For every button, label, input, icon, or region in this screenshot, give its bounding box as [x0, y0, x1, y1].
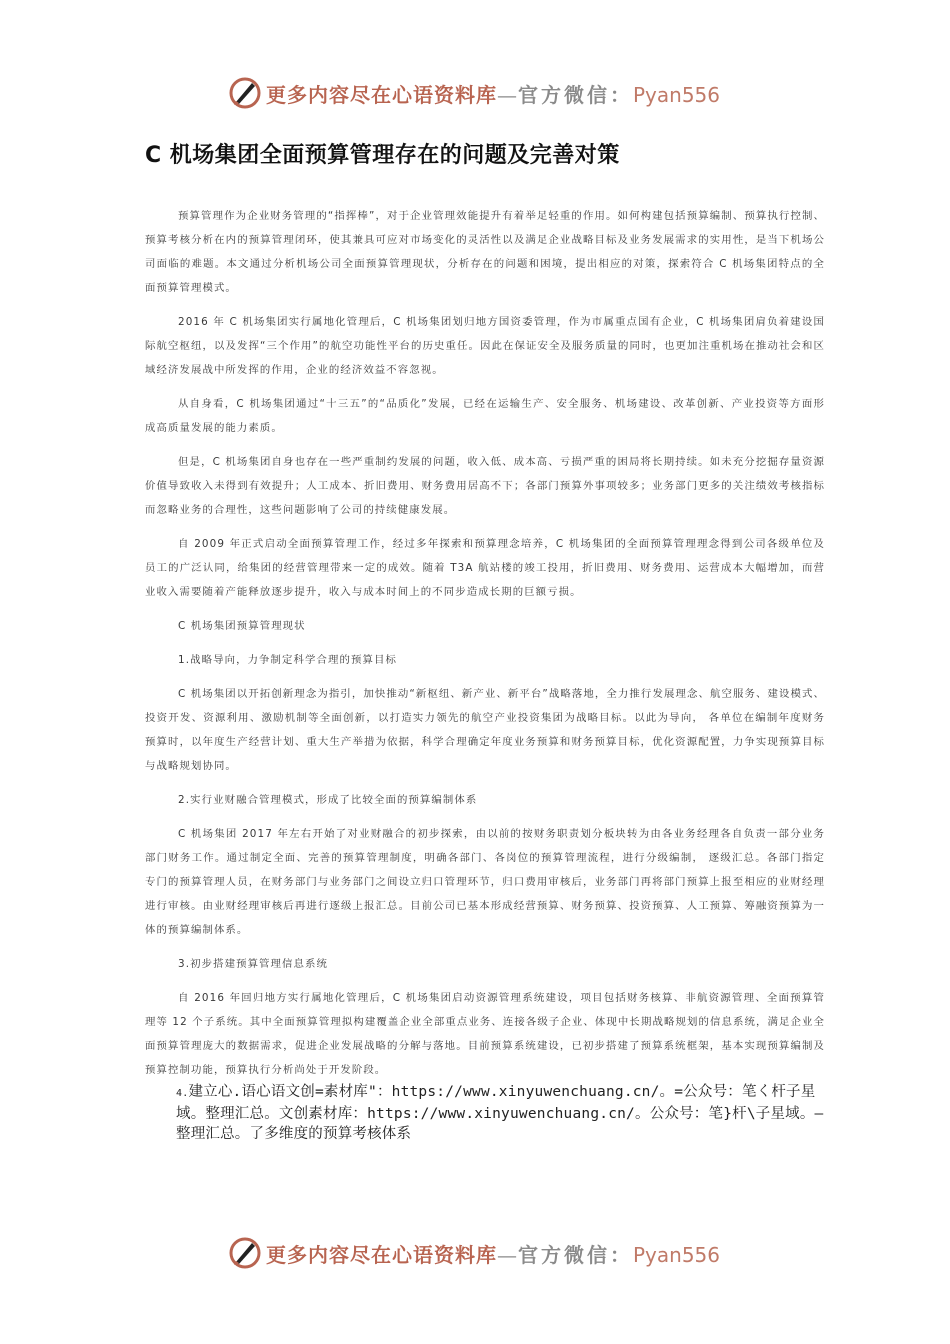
section-heading: C 机场集团预算管理现状	[178, 620, 306, 632]
banner-wechat-id: Pyan556	[633, 1242, 721, 1267]
document-body	[145, 204, 825, 1092]
subsection-heading: 3.初步搭建预算管理信息系统	[178, 958, 328, 970]
quill-logo-icon	[228, 1236, 262, 1270]
paragraph: C 机场集团 2017 年左右开始了对业财融合的初步探索，由以前的按财务职责划分板块转为由各业务经理各自负责一部分业务部门财务工作。通过制定全面、完善的预算管理制度，明确各部门、各岗位的预算管理流程，进行分级编制， 逐级汇总。各部门指定专门的预算管理人员，在财务部门与业务部门之间设立归口管理环节，归口费用审核后，业务部门再将部门预算上报至相应的业财经理进行审核。由业财经理审核后再进行逐级上报汇总。目前公司已基本形成经营预算、财务预算、投资预算、人工预算、筹融资预算为一体的预算编制体系。	[145, 828, 825, 936]
banner-separator: —	[497, 82, 518, 107]
document-title: C 机场集团全面预算管理存在的问题及完善对策	[145, 143, 620, 168]
subsection-heading: 2.实行业财融合管理模式，形成了比较全面的预算编制体系	[178, 794, 478, 806]
final-list-item	[176, 1082, 826, 1144]
banner-main-text: 更多内容尽在心语资料库	[266, 82, 497, 107]
banner-label: 官方微信：	[518, 1242, 633, 1267]
banner-text	[266, 1239, 720, 1268]
final-item-text: 建立心.语心语文创=素材库"：https://www.xinyuwenchuang.cn/。=公众号：笔く杆子星域。整理汇总。文创素材库：https://www.xinyuwenchuang.cn/。公众号：笔}杆\子星域。—整理汇总。了多维度的预算考核体系	[176, 1084, 824, 1142]
paragraph: C 机场集团以开拓创新理念为指引，加快推动“新枢纽、新产业、新平台”战略落地，全力推行发展理念、航空服务、建设模式、投资开发、资源利用、激励机制等全面创新，以打造实力领先的航空产业投资集团为战略目标。以此为导向， 各单位在编制年度财务预算时，以年度生产经营计划、重大生产举措为依据，科学合理确定年度业务预算和财务预算目标，优化资源配置，力争实现预算目标与战略规划协同。	[145, 688, 825, 772]
final-item-number: 4.	[176, 1088, 189, 1099]
banner-label: 官方微信：	[518, 82, 633, 107]
paragraph: 自 2009 年正式启动全面预算管理工作，经过多年探索和预算理念培养，C 机场集团的全面预算管理理念得到公司各级单位及员工的广泛认同，给集团的经营管理带来一定的成效。随着 T3A 航站楼的竣工投用，折旧费用、财务费用、运营成本大幅增加，而营业收入需要随着产能释放逐步提升，收入与成本时间上的不同步造成长期的巨额亏损。	[145, 538, 825, 598]
banner-main-text: 更多内容尽在心语资料库	[266, 1242, 497, 1267]
header-banner	[228, 76, 788, 110]
paragraph: 自 2016 年回归地方实行属地化管理后，C 机场集团启动资源管理系统建设，项目包括财务核算、非航资源管理、全面预算管理等 12 个子系统。其中全面预算管理拟构建覆盖企业全部重点业务、连接各级子企业、体现中长期战略规划的信息系统，满足企业全面预算管理庞大的数据需求，促进企业发展战略的分解与落地。目前预算系统建设，已初步搭建了预算系统框架，基本实现预算编制及预算控制功能，预算执行分析尚处于开发阶段。	[145, 992, 825, 1076]
paragraph: 预算管理作为企业财务管理的“指挥棒”，对于企业管理效能提升有着举足轻重的作用。如何构建包括预算编制、预算执行控制、预算考核分析在内的预算管理闭环，使其兼具可应对市场变化的灵活性以及满足企业战略目标及业务发展需求的实用性，是当下机场公司面临的难题。本文通过分析机场公司全面预算管理现状，分析存在的问题和困境，提出相应的对策，探索符合 C 机场集团特点的全面预算管理模式。	[145, 210, 825, 294]
paragraph: 从自身看，C 机场集团通过“十三五”的“品质化”发展，已经在运输生产、安全服务、机场建设、改革创新、产业投资等方面形成高质量发展的能力素质。	[145, 398, 825, 434]
subsection-heading: 1.战略导向，力争制定科学合理的预算目标	[178, 654, 397, 666]
banner-separator: —	[497, 1242, 518, 1267]
footer-banner	[228, 1236, 788, 1270]
paragraph: 但是，C 机场集团自身也存在一些严重制约发展的问题，收入低、成本高、亏损严重的困局将长期持续。如未充分挖掘存量资源价值导致收入未得到有效提升；人工成本、折旧费用、财务费用居高不下；各部门预算外事项较多；业务部门更多的关注绩效考核指标而忽略业务的合理性，这些问题影响了公司的持续健康发展。	[145, 456, 825, 516]
banner-wechat-id: Pyan556	[633, 82, 721, 107]
quill-logo-icon	[228, 76, 262, 110]
banner-text	[266, 79, 720, 108]
paragraph: 2016 年 C 机场集团实行属地化管理后，C 机场集团划归地方国资委管理，作为市属重点国有企业，C 机场集团肩负着建设国际航空枢纽，以及发挥“三个作用”的航空功能性平台的历史重任。因此在保证安全及服务质量的同时，也更加注重机场在推动社会和区域经济发展战中所发挥的作用，企业的经济效益不容忽视。	[145, 316, 825, 376]
